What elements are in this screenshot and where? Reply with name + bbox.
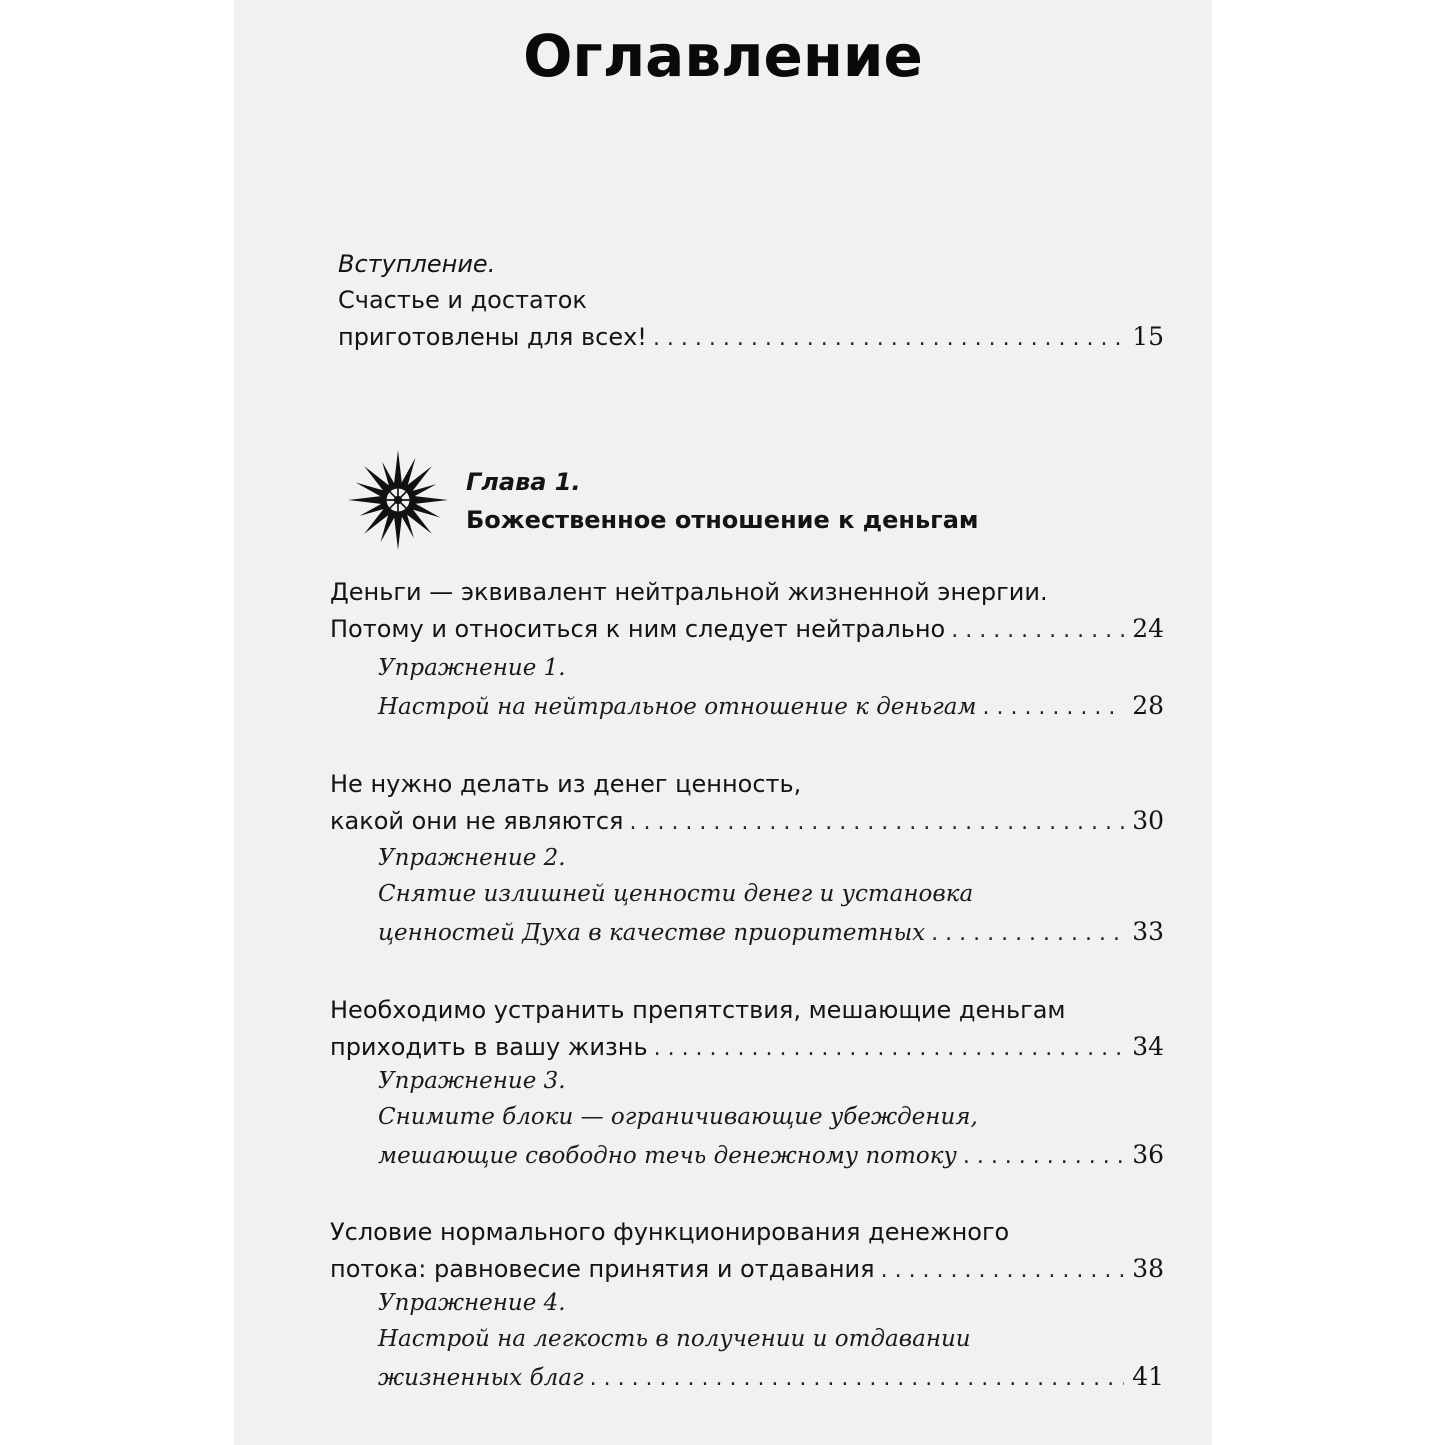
starburst-ornament-icon — [346, 448, 450, 552]
page-number: 38 — [1132, 1254, 1164, 1283]
toc-exercise-entry — [378, 655, 1164, 727]
exercise-label: Упражнение 3. — [378, 1068, 566, 1094]
chapter-heading — [466, 468, 979, 544]
exercise-label: Упражнение 2. — [378, 845, 566, 871]
page-number: 33 — [1132, 917, 1164, 946]
exercise-title: Настрой на нейтральное отношение к деньгам — [378, 694, 977, 720]
intro-line1: Счастье и достаток — [338, 286, 587, 314]
entry-line1: Условие нормального функционирования денежного — [330, 1218, 1010, 1246]
page-number: 34 — [1132, 1032, 1164, 1061]
page-title: Оглавление — [523, 22, 923, 90]
entry-line2: Потому и относиться к ним следует нейтрально — [330, 615, 946, 643]
dot-leader — [653, 326, 1124, 351]
exercise-title-cont: жизненных благ — [378, 1365, 584, 1391]
intro-label: Вступление. — [338, 250, 496, 278]
toc-entry-intro — [338, 250, 1164, 358]
entry-line1: Деньги — эквивалент нейтральной жизненной энергии. — [330, 578, 1048, 606]
dot-leader — [931, 921, 1124, 946]
exercise-title: Снимите блоки — ограничивающие убеждения, — [378, 1104, 978, 1130]
page-number: 41 — [1132, 1362, 1164, 1391]
page-number: 24 — [1132, 614, 1164, 643]
exercise-title-cont: ценностей Духа в качестве приоритетных — [378, 920, 926, 946]
toc-entry — [330, 996, 1164, 1068]
exercise-label: Упражнение 4. — [378, 1290, 566, 1316]
entry-line2: какой они не являются — [330, 807, 624, 835]
toc-entry — [330, 770, 1164, 842]
dot-leader — [629, 810, 1124, 835]
exercise-title: Настрой на легкость в получении и отдавании — [378, 1326, 971, 1352]
entry-line2: приходить в вашу жизнь — [330, 1033, 648, 1061]
chapter-title: Божественное отношение к деньгам — [466, 506, 979, 534]
toc-exercise-entry — [378, 845, 1164, 953]
entry-line2: потока: равновесие принятия и отдавания — [330, 1255, 875, 1283]
dot-leader — [963, 1144, 1124, 1169]
exercise-title: Снятие излишней ценности денег и установка — [378, 881, 974, 907]
page-number: 28 — [1132, 691, 1164, 720]
chapter-label: Глава 1. — [466, 468, 581, 496]
exercise-label: Упражнение 1. — [378, 655, 566, 681]
intro-line2: приготовлены для всех! — [338, 323, 647, 351]
page-number: 36 — [1132, 1140, 1164, 1169]
dot-leader — [881, 1258, 1124, 1283]
toc-entry — [330, 578, 1164, 650]
page-number: 15 — [1132, 322, 1164, 351]
toc-exercise-entry — [378, 1068, 1164, 1176]
entry-line1: Необходимо устранить препятствия, мешающие деньгам — [330, 996, 1066, 1024]
page-number: 30 — [1132, 806, 1164, 835]
dot-leader — [982, 695, 1124, 720]
toc-exercise-entry — [378, 1290, 1164, 1398]
dot-leader — [590, 1366, 1124, 1391]
toc-entry — [330, 1218, 1164, 1290]
entry-line1: Не нужно делать из денег ценность, — [330, 770, 802, 798]
exercise-title-cont: мешающие свободно течь денежному потоку — [378, 1143, 957, 1169]
dot-leader — [654, 1036, 1124, 1061]
dot-leader — [951, 618, 1124, 643]
book-page — [234, 0, 1212, 1445]
